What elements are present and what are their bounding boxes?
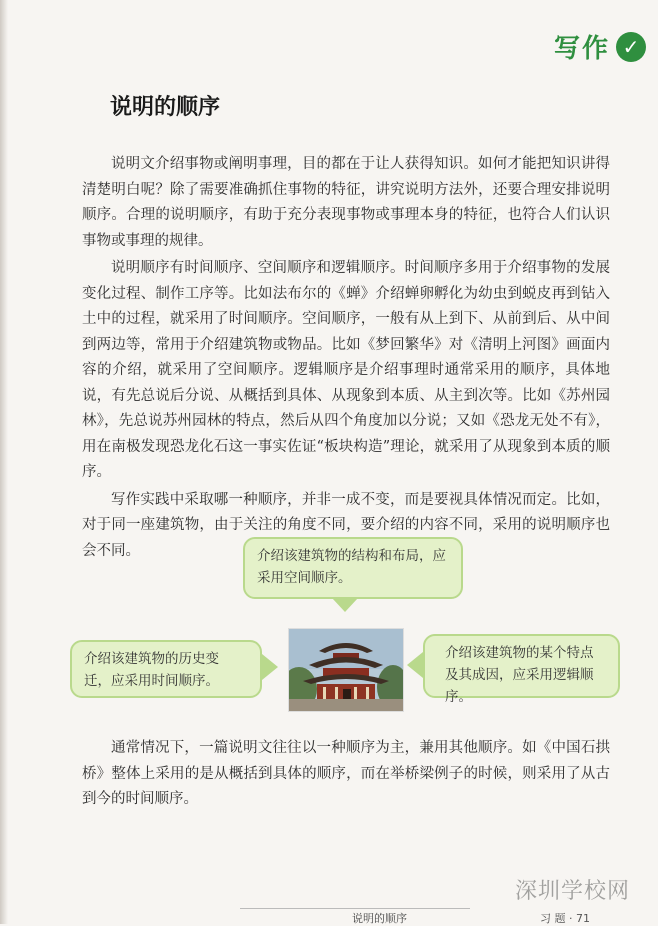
closing-paragraph: 通常情况下，一篇说明文往往以一种顺序为主，兼用其他顺序。如《中国石拱桥》整体上采用的是从概括到具体的顺序，而在举桥梁例子的时候，则采用了从古到今的时间顺序。 [82,740,610,807]
diagram-bubble-chronological: 介绍该建筑物的历史变迁，应采用时间顺序。 [70,640,262,698]
page-number: 习 题 · 71 [540,912,590,925]
arrow-left-icon [407,652,423,678]
page-gutter-shadow [0,0,8,924]
pavilion-illustration [289,629,403,711]
section-tag [554,28,646,65]
section-label: 写作 [553,34,610,64]
paragraph-3: 写作实践中采取哪一种顺序，并非一成不变，而是要视具体情况而定。比如，对于同一座建筑物，由于关注的角度不同，要介绍的内容不同，采用的说明顺序也会不同。 [82,491,610,559]
arrow-down-icon [332,598,358,612]
diagram-bubble-spatial: 介绍该建筑物的结构和布局，应采用空间顺序。 [243,537,463,599]
footer-divider [240,908,470,909]
arrow-right-icon [262,654,278,680]
footer-running-title: 说明的顺序 [352,912,407,925]
body-text [82,152,610,566]
paragraph-1: 说明文介绍事物或阐明事理，目的都在于让人获得知识。如何才能把知识讲得清楚明白呢？除了需要准确抓住事物的特征，讲究说明方法外，还要合理安排说明顺序。合理的说明顺序，有助于充分表现事物或事理本身的特征，也符合人们认识事物或事理的规律。 [82,156,610,249]
paragraph-2: 说明顺序有时间顺序、空间顺序和逻辑顺序。时间顺序多用于介绍事物的发展变化过程、制作工序等。比如法布尔的《蝉》介绍蝉卵孵化为幼虫到蜕皮再到钻入土中的过程，就采用了时间顺序。空间顺序，一般有从上到下、从前到后、从中间到两边等，常用于介绍建筑物或物品。比如《梦回繁华》对《清明上河图》画面内容的介绍，就采用了空间顺序。逻辑顺序是介绍事理时通常采用的顺序，具体地说，有先总说后分说、从概括到具体、从现象到本质、从主到次等。比如《苏州园林》，先总说苏州园林的特点，然后从四个角度加以分说；又如《恐龙无处不有》，用在南极发现恐龙化石这一事实佐证“板块构造”理论，就采用了从现象到本质的顺序。 [82,260,610,480]
page-title: 说明的顺序 [110,95,221,120]
check-circle-icon: ✓ [616,32,646,62]
closing-text [82,736,610,813]
building-photo [288,628,404,712]
watermark: 深圳学校网 [514,879,630,904]
diagram-bubble-logical: 介绍该建筑物的某个特点及其成因，应采用逻辑顺序。 [423,634,620,698]
